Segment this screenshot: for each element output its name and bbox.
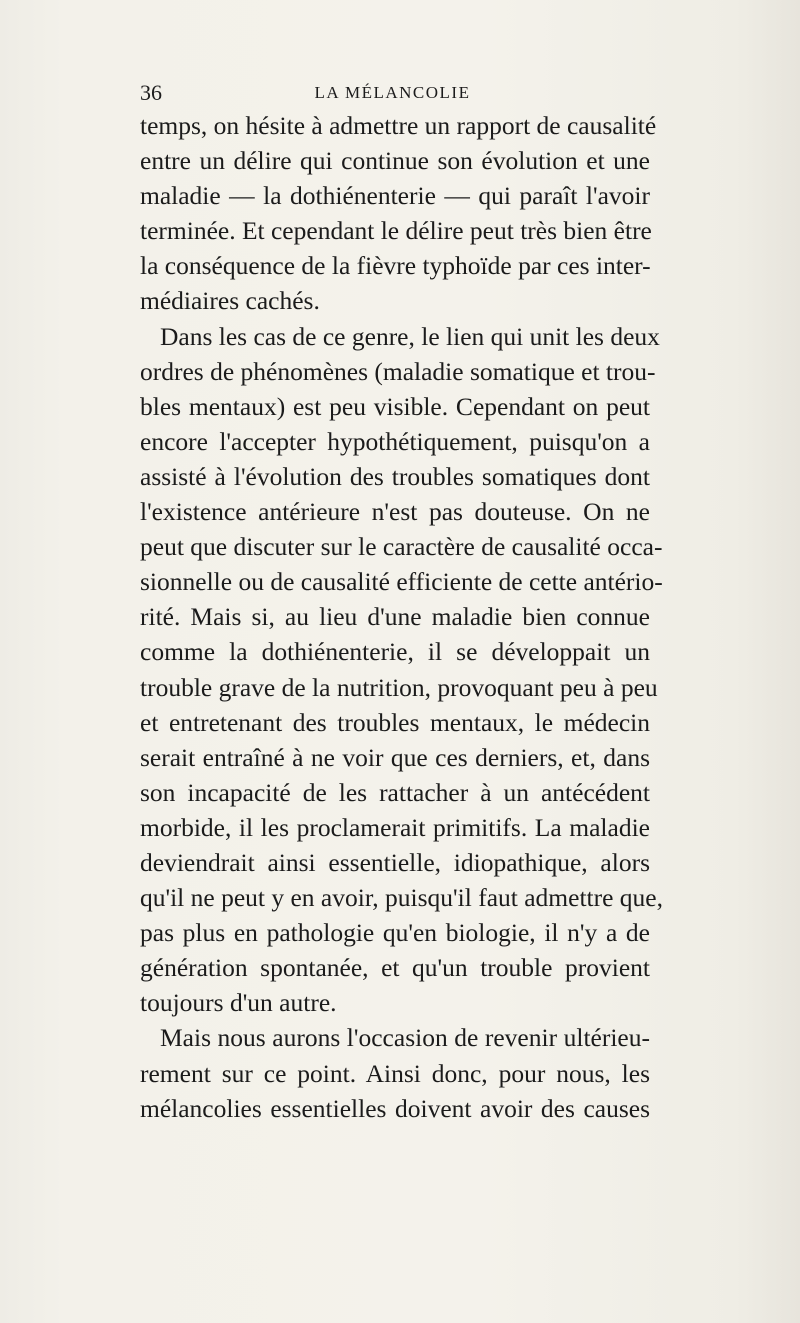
text-line: encore l'accepter hypothétiquement, puisqu'on a [140,426,650,456]
text-line: entre un délire qui continue son évolution et une [140,146,650,176]
page-header [140,80,645,110]
text-line: mélancolies essentielles doivent avoir des causes [140,1093,650,1123]
text-line: qu'il ne peut y en avoir, puisqu'il faut admettre que, [140,883,663,913]
text-line: deviendrait ainsi essentielle, idiopathique, alors [140,847,650,877]
text-line: terminée. Et cependant le délire peut très bien être [140,216,652,246]
text-line: ordres de phénomènes (maladie somatique et trou- [140,356,656,386]
text-line: pas plus en pathologie qu'en biologie, il n'y a de [140,918,650,948]
text-line: Dans les cas de ce genre, le lien qui unit les deux [160,321,660,351]
text-line: rité. Mais si, au lieu d'une maladie bien connue [140,602,650,632]
text-line: temps, on hésite à admettre un rapport de causalité [140,111,657,140]
text-line: toujours d'un autre. [140,988,337,1018]
text-line: sionnelle ou de causalité efficiente de cette antério- [140,567,663,597]
text-line: son incapacité de les rattacher à un antécédent [140,777,650,807]
text-line: maladie — la dothiénenterie — qui paraît l'avoir [140,181,650,211]
text-line: médiaires cachés. [140,286,320,316]
text-line: Mais nous aurons l'occasion de revenir ultérieu- [160,1023,650,1053]
body-text [140,108,663,1126]
text-line: bles mentaux) est peu visible. Cependant on peut [140,391,650,421]
text-line: serait entraîné à ne voir que ces derniers, et, dans [140,742,650,772]
text-line: la conséquence de la fièvre typhoïde par ces inter- [140,251,651,281]
text-line: et entretenant des troubles mentaux, le médecin [140,707,650,737]
text-line: morbide, il les proclamerait primitifs. La maladie [140,812,650,842]
text-line: comme la dothiénenterie, il se développait un [140,637,650,667]
page-number: 36 [140,80,162,105]
text-line: l'existence antérieure n'est pas douteuse. On ne [140,497,650,527]
text-line: assisté à l'évolution des troubles somatiques dont [140,461,650,491]
running-title: LA MÉLANCOLIE [314,83,471,102]
text-line: peut que discuter sur le caractère de causalité occa- [140,532,663,562]
text-line: trouble grave de la nutrition, provoquant peu à peu [140,672,658,702]
text-line: génération spontanée, et qu'un trouble provient [140,953,650,983]
text-line: rement sur ce point. Ainsi donc, pour nous, les [140,1058,650,1088]
